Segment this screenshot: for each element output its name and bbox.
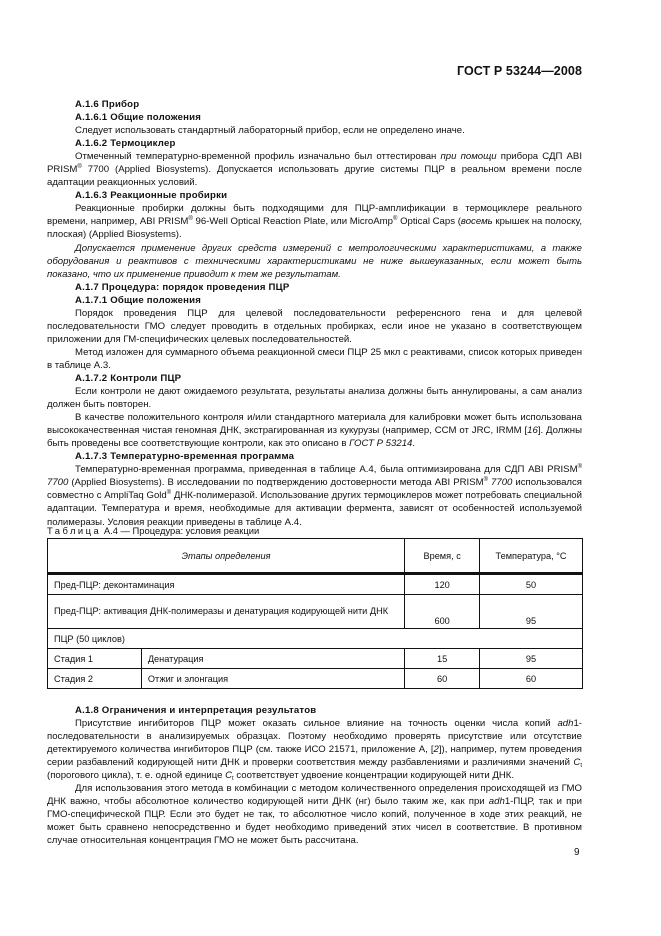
table-header-row: [48, 539, 583, 574]
text-run: (порогового цикла), т. е. одной единице: [47, 770, 226, 782]
table-row: [48, 649, 583, 669]
header-temp: Температура, °С: [480, 539, 583, 574]
paragraph-a171-1: Порядок проведения ПЦР для целевой последовательности референсного гена и для целевой последовательности ГМО следует проводить в отдельных пробирках, если иное не указано в соответствующем приложении для ГМ-специфических целевых последовательностей.: [47, 307, 582, 345]
table-row: [48, 669, 583, 689]
table-row: [48, 595, 583, 629]
table-row: [48, 574, 583, 595]
text-run: 1-последовательности в анализируемых образцах. Поэтому необходимо проверять присутствие или отсутствие детектируемого количества ингибиторов ПЦР (см. также ИСО 21571, приложение А, [: [47, 718, 582, 756]
document-header-id: ГОСТ Р 53244—2008: [456, 64, 582, 78]
paragraph-a163-1: [47, 202, 582, 241]
paragraph-a163-2: Допускается применение других средств измерений с метрологическими характеристиками, а также оборудования и реактивов с техническими характеристиками не ниже вышеуказанных, если может быть показано, что их применение приводит к тем же результатам.: [47, 242, 582, 280]
registered-mark: ®: [577, 464, 582, 471]
document-body: [47, 98, 582, 529]
ct-symbol: C: [225, 770, 233, 782]
paragraph-a161: Следует использовать стандартный лабораторный прибор, если не определено иначе.: [75, 125, 465, 137]
paragraph-a18-2: [47, 782, 582, 847]
section-a18: [47, 704, 582, 848]
cell-stage: Стадия 2: [48, 669, 142, 689]
ct-symbol: C: [573, 757, 581, 769]
italic-run: при помощи: [440, 151, 497, 163]
text-run: 7700 (Applied Biosystems). Допускается использовать другие системы ПЦР в реальном времени после адаптации реакционных условий.: [47, 164, 582, 189]
cell-temp: 95: [480, 595, 583, 629]
registered-mark: ®: [166, 490, 172, 497]
table-caption-label: Таблица: [47, 525, 102, 536]
italic-run: 7700: [488, 477, 513, 489]
heading-a162: А.1.6.2 Термоциклер: [75, 138, 176, 150]
text-run: (Applied Biosystems). В исследовании по подтверждению достоверности метода ABI PRISM: [68, 477, 484, 489]
heading-a172: А.1.7.2 Контроли ПЦР: [75, 372, 182, 384]
paragraph-a162: [47, 150, 582, 189]
cell-temp: 95: [480, 649, 583, 669]
paragraph-a172-1: Если контроли не дают ожидаемого результата, результаты анализа должны быть аннулированы, а сам анализ должен быть повторен.: [47, 386, 582, 411]
text-run: Optical Caps (: [397, 216, 461, 228]
cell-step: Отжиг и элонгация: [141, 669, 404, 689]
registered-mark: ®: [483, 477, 489, 484]
cell-temp: 60: [480, 669, 583, 689]
text-run: .: [412, 438, 416, 450]
registered-mark: ®: [392, 216, 398, 223]
table-caption-text: А.4 — Процедура: условия реакции: [103, 525, 260, 536]
text-run: ДНК-полимеразой. Использование других термоциклеров может потребовать специальной адаптации. Температура и время, необходимые для активации фермента, зависят от особенностей используемой полимеразы. Условия реакции приведены в таблице А.4.: [47, 490, 582, 528]
text-run: использовался совместно с AmpliTaq Gold: [47, 477, 582, 502]
italic-run: 7700: [47, 477, 69, 489]
text-run: соответствует удвоение концентрации кодирующей нити ДНК.: [233, 770, 515, 782]
cell-stage: Пред-ПЦР: деконтаминация: [48, 574, 405, 595]
heading-a16: А.1.6 Прибор: [75, 99, 140, 110]
reference-number: 2: [433, 744, 439, 756]
text-run: ]. Должны быть проведены все соответствующие контроли, как это описано в: [47, 425, 582, 450]
text-run: Температурно-временная программа, приведенная в таблице А.4, была оптимизирована для СДП ABI PRISM: [75, 464, 578, 476]
standard-reference: ГОСТ Р 53214: [349, 438, 413, 450]
heading-a163: А.1.6.3 Реакционные пробирки: [75, 190, 228, 202]
reaction-conditions-table: [47, 538, 583, 689]
text-run: Присутствие ингибиторов ПЦР может оказать сильное влияние на точность оценки числа копий: [75, 718, 558, 730]
text-run: прибора СДП ABI PRISM: [47, 151, 582, 176]
heading-a18: А.1.8 Ограничения и интерпретация результатов: [75, 705, 317, 716]
cell-step: Денатурация: [141, 649, 404, 669]
registered-mark: ®: [188, 216, 193, 223]
paragraph-a171-2: Метод изложен для суммарного объема реакционной смеси ПЦР 25 мкл с реактивами, список которых приведен в таблице А.3.: [47, 346, 582, 371]
paragraph-a172-2: [47, 411, 582, 450]
cell-time: 600: [405, 595, 480, 629]
text-run: ]), например, путем проведения серии разбавлений кодирующей нити ДНК и проверки соответствия между разбавлениями и различиями значений: [47, 744, 583, 769]
cell-time: 60: [405, 669, 480, 689]
cell-temp: 50: [480, 574, 583, 595]
text-run: 96-Well Optical Reaction Plate, или MicroAmp: [192, 216, 393, 228]
text-run: Для использования этого метода в комбинации с методом количественного определения происходящей из ГМО ДНК важно, чтобы абсолютное количество кодирующей нити ДНК (нг) было таким же, как при: [47, 783, 582, 808]
ct-subscript: t: [580, 763, 582, 770]
gene-name: adh: [557, 718, 574, 730]
text-run: 1-ПЦР, так и при ГМО-специфической ПЦР. Если это будет не так, то абсолютное число копий, полученное в ходе этих реакций, не может быть сравнено непосредственно и будет необходимо приведений этих чисел в соответствие. В противном случае относительная концентрация ГМО не может быть рассчитана.: [47, 796, 583, 847]
gene-name: adh: [488, 796, 505, 808]
cell-stage: Пред-ПЦР: активация ДНК-полимеразы и денатурация кодирующей нити ДНК: [48, 595, 405, 629]
text-run: В качестве положительного контроля и/или стандартного материала для калибровки может быть использована высококачественная чистая геномная ДНК, экстрагированная из кукурузы (например, ССМ от JRC, IRMM [: [47, 412, 582, 437]
text-run: Отмеченный температурно-временной профиль изначально был оттестирован: [75, 151, 441, 163]
heading-a171: А.1.7.1 Общие положения: [75, 294, 201, 306]
cell-time: 15: [405, 649, 480, 669]
heading-a173: А.1.7.3 Температурно-временная программа: [75, 451, 295, 463]
registered-mark: ®: [77, 164, 82, 171]
reference-number: 16: [527, 425, 538, 437]
paragraph-a18-1: [47, 717, 582, 782]
italic-run: восемь: [460, 216, 493, 228]
table-row: [48, 629, 583, 649]
text-run: крышек на полоску, плоская) (Applied Biosystems).: [47, 216, 582, 241]
paragraph-a173: [47, 463, 582, 528]
heading-a17: А.1.7 Процедура: порядок проведения ПЦР: [75, 281, 290, 293]
page-number: 9: [574, 847, 580, 858]
cell-stage: Стадия 1: [48, 649, 142, 669]
header-stages: Этапы определения: [48, 539, 405, 574]
heading-a161: А.1.6.1 Общие положения: [75, 112, 201, 124]
cell-stage: ПЦР (50 циклов): [48, 629, 583, 649]
header-time: Время, с: [405, 539, 480, 574]
table-caption: [47, 525, 259, 536]
ct-subscript: t: [232, 776, 234, 783]
text-run: Реакционные пробирки должны быть подходящими для ПЦР-амплификации в термоциклере реального времени, например, ABI PRISM: [47, 203, 582, 228]
cell-time: 120: [405, 574, 480, 595]
